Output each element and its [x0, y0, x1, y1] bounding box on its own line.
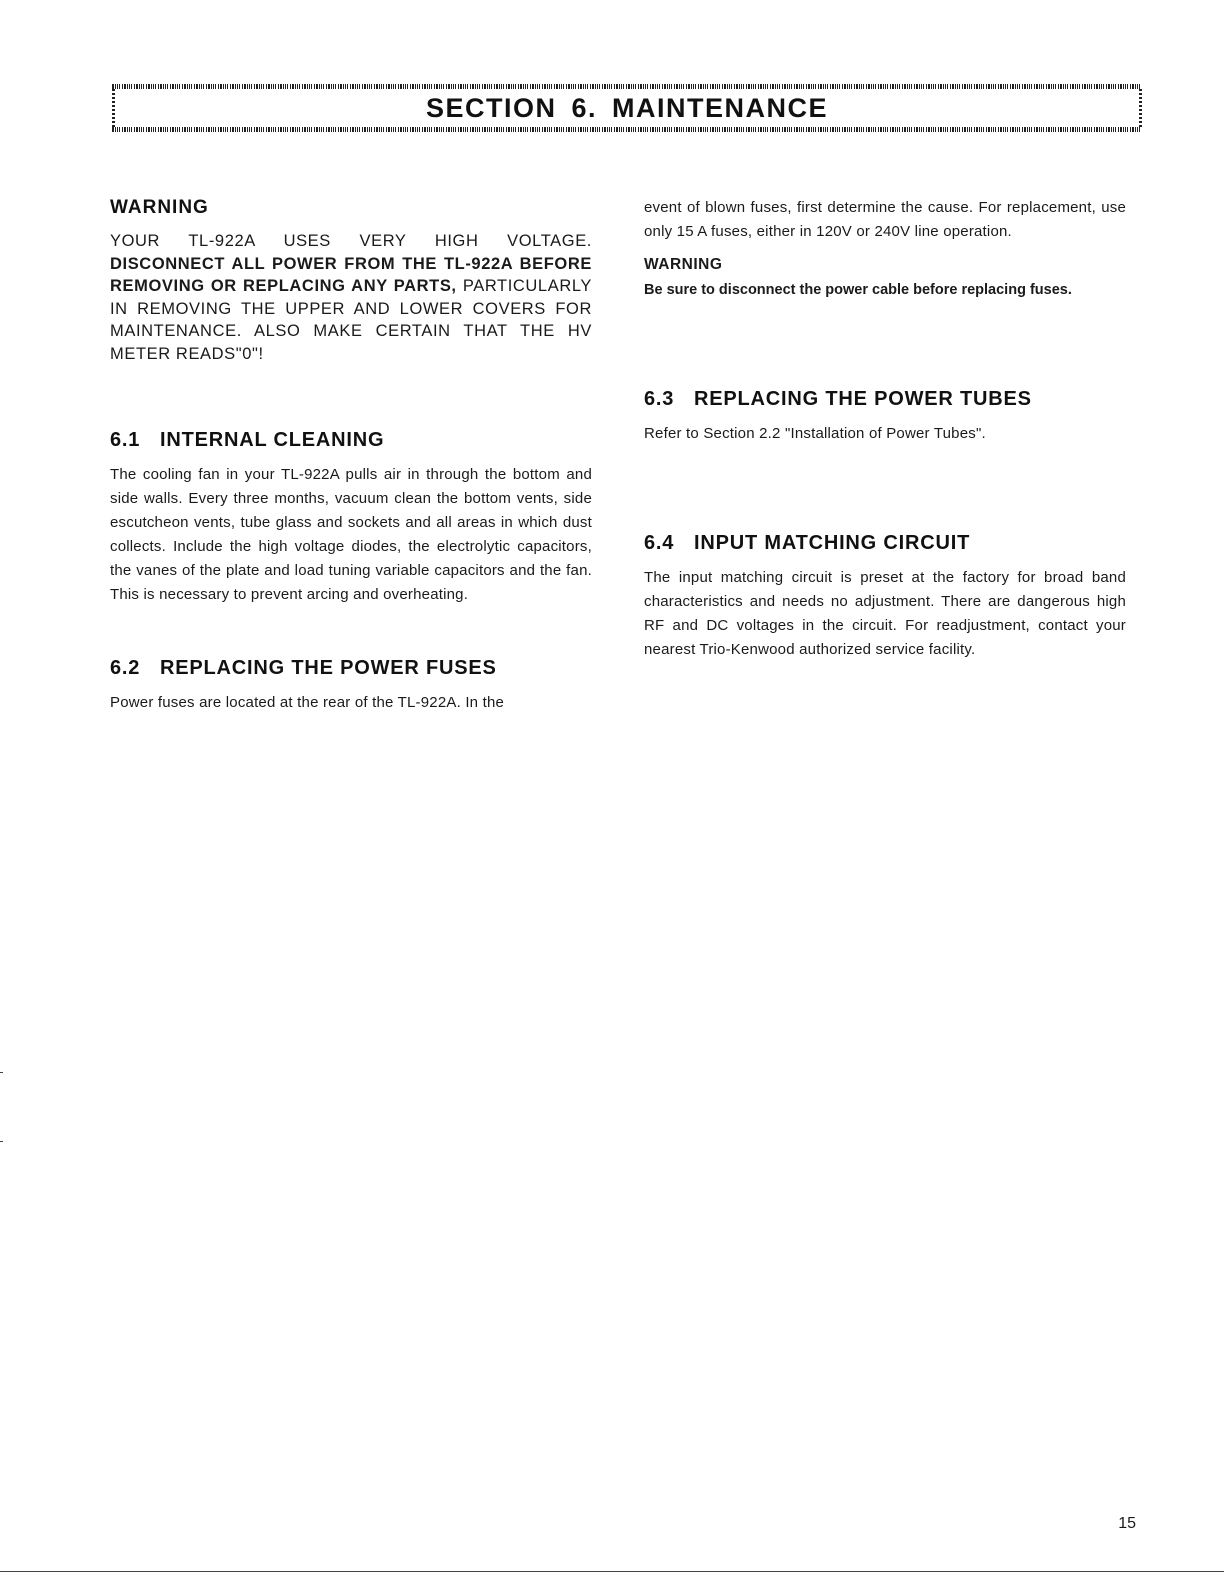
margin-mark: [0, 1141, 3, 1142]
main-warning-intro: YOUR TL-922A USES VERY HIGH VOLTAGE.: [110, 232, 592, 250]
section-number: 6.1: [110, 429, 141, 451]
section-body: The input matching circuit is preset at the factory for broad band characteristics and needs no adjustment. There are dangerous high RF and DC voltages in the circuit. For readjustment, contact your nearest Trio-Kenwood authorized service facility.: [644, 569, 1126, 658]
fuse-warning-text: Be sure to disconnect the power cable before replacing fuses.: [644, 282, 1072, 298]
section-6-2: [110, 655, 592, 715]
section-6-1: [110, 427, 592, 607]
section-body: The cooling fan in your TL-922A pulls air in through the bottom and side walls. Every three months, vacuum clean the bottom vents, side escutcheon vents, tube glass and sockets and all areas in which dust collects. Include the high voltage diodes, the electrolytic capacitors, the vanes of the plate and load tuning variable capacitors and the fan. This is necessary to prevent arcing and overheating.: [110, 466, 592, 603]
main-warning-rest: PARTICULARLY IN REMOVING THE UPPER AND LOWER COVERS FOR MAINTENANCE. ALSO MAKE CERTAIN THAT THE HV METER READS"0"!: [110, 277, 592, 363]
main-warning-bold: DISCONNECT ALL POWER FROM THE TL-922A BEFORE REMOVING OR REPLACING ANY PARTS,: [110, 254, 592, 295]
banner-top-border: [112, 84, 1142, 89]
right-column: [644, 196, 1126, 662]
section-body: Power fuses are located at the rear of the TL-922A. In the: [110, 694, 505, 711]
margin-mark: [0, 1072, 3, 1073]
section-title-text: REPLACING THE POWER FUSES: [160, 657, 497, 679]
section-number: 6.4: [644, 532, 675, 554]
section-heading: [110, 655, 592, 681]
section-6-3: [644, 386, 1126, 446]
main-warning-text: [110, 230, 592, 365]
section-heading: [110, 427, 592, 453]
bottom-edge-line: [0, 1571, 1224, 1572]
section-body: Refer to Section 2.2 "Installation of Power Tubes".: [644, 425, 986, 442]
main-warning: [110, 196, 592, 365]
left-column: [110, 196, 592, 715]
section-title-text: REPLACING THE POWER TUBES: [694, 388, 1032, 410]
fuse-warning-heading: WARNING: [644, 256, 723, 273]
section-6-4: [644, 530, 1126, 662]
section-number: 6.3: [644, 388, 675, 410]
page-number: 15: [1118, 1515, 1136, 1532]
section-title-text: INTERNAL CLEANING: [160, 429, 385, 451]
section-title: SECTION 6. MAINTENANCE: [425, 93, 829, 123]
section-number: 6.2: [110, 657, 141, 679]
main-warning-heading: WARNING: [110, 197, 209, 218]
section-heading: [644, 386, 1126, 412]
section-6-2-continuation: event of blown fuses, first determine the cause. For replacement, use only 15 A fuses, either in 120V or 240V line operation.: [644, 199, 1126, 240]
section-heading: [644, 530, 1126, 556]
section-banner: [112, 84, 1142, 132]
banner-bottom-border: [112, 127, 1142, 132]
section-title-text: INPUT MATCHING CIRCUIT: [694, 532, 971, 554]
